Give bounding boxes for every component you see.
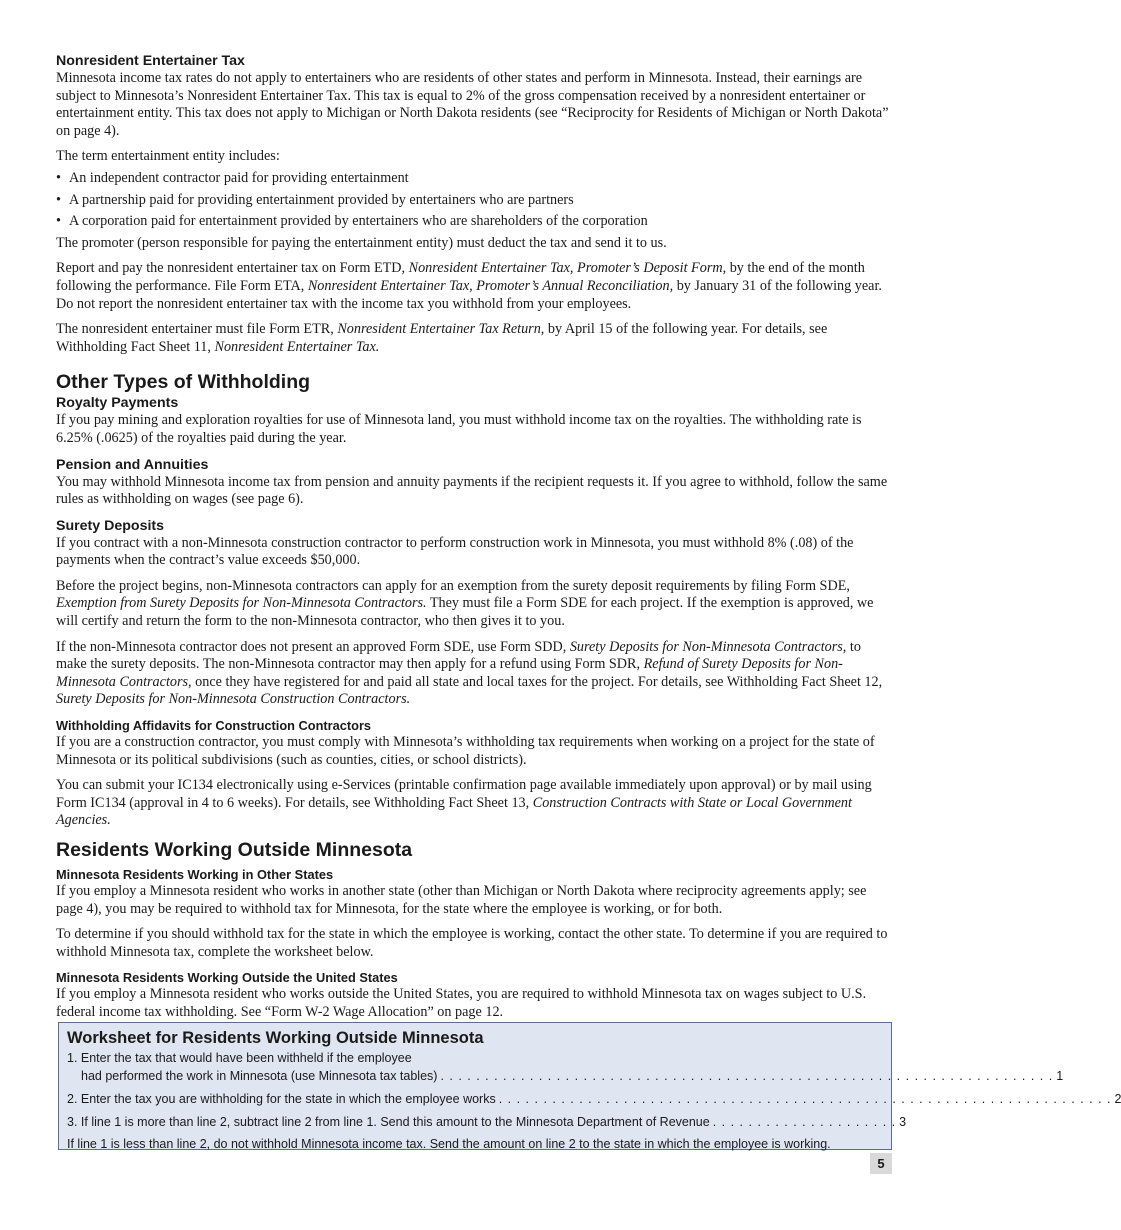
paragraph: If you are a construction contractor, you must comply with Minnesota’s withholding tax requirements when working on a project for the state of Minnesota or its political subdivisions (such as counties, cities, or school districts). bbox=[56, 734, 875, 768]
worksheet-line-2-number: 2 bbox=[1114, 1092, 1121, 1106]
worksheet-line-1-text-cont: had performed the work in Minnesota (use Minnesota tax tables) bbox=[81, 1069, 438, 1083]
subheading-working-in-other-states: Minnesota Residents Working in Other States bbox=[56, 867, 334, 882]
worksheet-line-3-text: 3. If line 1 is more than line 2, subtract line 2 from line 1. Send this amount to the Minnesota Department of Revenue bbox=[67, 1115, 710, 1129]
worksheet-line-3-number: 3 bbox=[899, 1115, 907, 1129]
section-heading-residents-working-outside-minnesota: Residents Working Outside Minnesota bbox=[56, 839, 413, 861]
dot-leader: . . . . . . . . . . . . . . . . . . . . . bbox=[712, 1115, 897, 1129]
paragraph: If the non-Minnesota contractor does not present an approved Form SDE, use Form SDD, Surety Deposits for Non-Minnesota Contractors, to make the surety deposits. The non-Minnesota contractor may then apply for a refund using Form SDR, Refund of Surety Deposits for Non-Minnesota Contractors, once they have registered for and paid all state and local taxes for the project. For details, see Withholding Fact Sheet 12, Surety Deposits for Non-Minnesota Construction Contractors. bbox=[56, 638, 883, 708]
paragraph: The term entertainment entity includes: bbox=[56, 148, 280, 165]
worksheet-title: Worksheet for Residents Working Outside Minnesota bbox=[67, 1029, 484, 1047]
paragraph: The promoter (person responsible for paying the entertainment entity) must deduct the tax and send it to us. bbox=[56, 234, 667, 251]
page-content bbox=[56, 52, 894, 1022]
bullet-item: • A partnership paid for providing entertainment provided by entertainers who are partners bbox=[56, 192, 894, 210]
paragraph: Report and pay the nonresident entertainer tax on Form ETD, Nonresident Entertainer Tax, Promoter’s Deposit Form, by the end of the month following the performance. File Form ETA, Nonresident Entertainer Tax, Promoter’s Annual Reconciliation, by January 31 of the following year. Do not report the nonresident entertainer tax with the income tax you withhold from your employees. bbox=[56, 260, 882, 312]
worksheet-line-2-text: 2. Enter the tax you are withholding for the state in which the employee works bbox=[67, 1092, 496, 1106]
subheading-pension-and-annuities: Pension and Annuities bbox=[56, 456, 209, 473]
worksheet-note: If line 1 is less than line 2, do not withhold Minnesota income tax. Send the amount on line 2 to the state in which the employee is working. bbox=[67, 1137, 831, 1151]
page-number: 5 bbox=[870, 1153, 892, 1174]
dot-leader: . . . . . . . . . . . . . . . . . . . . . . . . . . . . . . . . . . . . . . . . . . . . . . . . . . . . . . . . . . . . . . . . . . . . . bbox=[440, 1069, 1054, 1083]
paragraph: The nonresident entertainer must file Form ETR, Nonresident Entertainer Tax Return, by April 15 of the following year. For details, see Withholding Fact Sheet 11, Nonresident Entertainer Tax. bbox=[56, 321, 828, 355]
bullet-item: • An independent contractor paid for providing entertainment bbox=[56, 170, 894, 188]
paragraph: You can submit your IC134 electronically using e-Services (printable confirmation page available immediately upon approval) or by mail using Form IC134 (approval in 4 to 6 weeks). For details, see Withholding Fact Sheet 13, Construction Contracts with State or Local Government Agencies. bbox=[56, 777, 872, 829]
paragraph: If you employ a Minnesota resident who works outside the United States, you are required to withhold Minnesota tax on wages subject to U.S. federal income tax withholding. See “Form W-2 Wage Allocation” on page 12. bbox=[56, 986, 867, 1020]
subheading-working-outside-us: Minnesota Residents Working Outside the United States bbox=[56, 970, 398, 986]
dot-leader: . . . . . . . . . . . . . . . . . . . . . . . . . . . . . . . . . . . . . . . . . . . . . . . . . . . . . . . . . . . . . . . . . . . . . bbox=[498, 1092, 1112, 1106]
section-heading-nonresident-entertainer-tax: Nonresident Entertainer Tax bbox=[56, 53, 245, 69]
paragraph: If you employ a Minnesota resident who works in another state (other than Michigan or North Dakota where reciprocity agreements apply; see page 4), you may be required to withhold tax for Minnesota, for the state where the employee is working, or for both. bbox=[56, 883, 867, 917]
worksheet-line-1 bbox=[67, 1049, 1064, 1085]
paragraph: Minnesota income tax rates do not apply to entertainers who are residents of other states and perform in Minnesota. Instead, their earnings are subject to Minnesota’s Nonresident Entertainer Tax. This tax is equal to 2% of the gross compensation received by a nonresident entertainer or entertainment entity. This tax does not apply to Michigan or North Dakota residents (see “Reciprocity for Residents of Michigan or North Dakota” on page 4). bbox=[56, 70, 889, 139]
paragraph: To determine if you should withhold tax for the state in which the employee is working, contact the other state. To determine if you are required to withhold Minnesota tax, complete the worksheet below. bbox=[56, 926, 888, 960]
section-heading-other-types-of-withholding: Other Types of Withholding bbox=[56, 371, 311, 394]
worksheet-line-2 bbox=[67, 1090, 1121, 1108]
bullet-list bbox=[56, 170, 894, 231]
paragraph: You may withhold Minnesota income tax from pension and annuity payments if the recipient requests it. If you agree to withhold, follow the same rules as withholding on wages (see page 6). bbox=[56, 473, 888, 508]
subheading-surety-deposits: Surety Deposits bbox=[56, 517, 165, 534]
worksheet-line-3 bbox=[67, 1113, 907, 1131]
paragraph: If you contract with a non-Minnesota construction contractor to perform construction work in Minnesota, you must withhold 8% (.08) of the payments when the contract’s value exceeds $50,000. bbox=[56, 534, 854, 569]
subheading-royalty-payments: Royalty Payments bbox=[56, 395, 179, 412]
worksheet-line-1-text: 1. Enter the tax that would have been withheld if the employee bbox=[67, 1051, 412, 1065]
paragraph: If you pay mining and exploration royalties for use of Minnesota land, you must withhold income tax on the royalties. The withholding rate is 6.25% (.0625) of the royalties paid during the year. bbox=[56, 412, 862, 446]
worksheet-line-1-number: 1 bbox=[1056, 1069, 1064, 1083]
subheading-withholding-affidavits: Withholding Affidavits for Construction Contractors bbox=[56, 718, 372, 734]
worksheet-box bbox=[58, 1022, 1121, 1151]
paragraph: Before the project begins, non-Minnesota contractors can apply for an exemption from the surety deposit requirements by filing Form SDE, Exemption from Surety Deposits for Non-Minnesota Contractors. They must file a Form SDE for each project. If the exemption is approved, we will certify and return the form to the non-Minnesota contractor, who then gives it to you. bbox=[56, 577, 874, 630]
bullet-item: • A corporation paid for entertainment provided by entertainers who are shareholders of the corporation bbox=[56, 213, 894, 231]
